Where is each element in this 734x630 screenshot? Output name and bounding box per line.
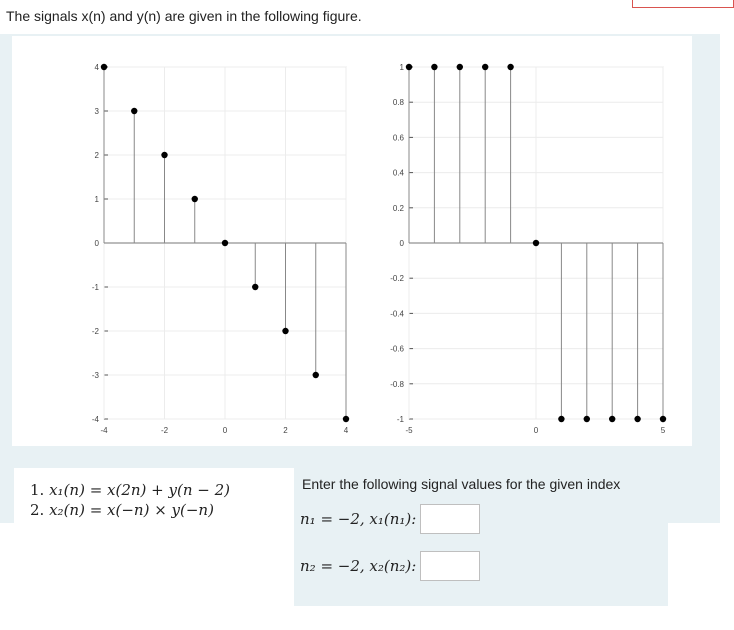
- y-tick-label: -1: [396, 415, 404, 424]
- y-tick-label: -3: [91, 371, 99, 380]
- definition-2: [30, 500, 230, 520]
- answer-input-2[interactable]: [420, 551, 480, 581]
- y-tick-label: 0.6: [392, 133, 404, 143]
- stem-marker: [558, 416, 564, 422]
- stem-plot-1: [92, 63, 349, 435]
- x-tick-label: -5: [405, 426, 413, 435]
- definition-1: [30, 480, 230, 500]
- stem-marker: [406, 64, 412, 70]
- y-tick-label: -0.8: [390, 379, 404, 389]
- stem-marker: [609, 416, 615, 422]
- header-corner-box: [632, 0, 734, 8]
- definition-2-expr: x₂(n) = x(−n) × y(−n): [49, 501, 214, 519]
- answer-prompt: Enter the following signal values for the given index: [302, 476, 621, 492]
- x-tick-label: 5: [660, 426, 666, 435]
- y-tick-label: 2: [94, 151, 99, 160]
- stem-marker: [634, 416, 640, 422]
- question-1-label: n₁ = −2, x₁(n₁):: [300, 510, 417, 528]
- y-tick-label: -0.6: [390, 344, 404, 354]
- stem-marker: [482, 64, 488, 70]
- intro-text: The signals x(n) and y(n) are given in the following figure.: [6, 8, 362, 24]
- answer-input-1[interactable]: [420, 504, 480, 534]
- x-tick-label: -2: [160, 426, 169, 435]
- y-tick-label: 0: [399, 239, 404, 248]
- x-tick-label: 2: [283, 426, 288, 435]
- stem-plots: [12, 36, 692, 446]
- stem-marker: [101, 64, 107, 70]
- y-tick-label: 0.4: [392, 168, 404, 178]
- x-tick-label: 0: [222, 426, 228, 435]
- definition-1-expr: x₁(n) = x(2n) + y(n − 2): [49, 481, 230, 499]
- y-tick-label: -4: [91, 415, 99, 424]
- y-tick-label: 1: [94, 195, 99, 204]
- signal-definitions: [30, 480, 230, 520]
- stem-marker: [131, 108, 137, 114]
- stem-marker: [192, 196, 198, 202]
- question-2-label: n₂ = −2, x₂(n₂):: [300, 557, 417, 575]
- y-tick-label: -0.2: [390, 274, 404, 284]
- stem-marker: [252, 284, 258, 290]
- y-tick-label: -2: [91, 327, 99, 336]
- stem-marker: [282, 328, 288, 334]
- x-tick-label: -4: [100, 426, 108, 435]
- x-tick-label: 0: [533, 426, 539, 435]
- question-1: [300, 501, 480, 537]
- stem-marker: [222, 240, 228, 246]
- stem-marker: [660, 416, 666, 422]
- y-tick-label: 1: [399, 63, 404, 72]
- y-tick-label: 0.2: [392, 203, 404, 213]
- question-2: [300, 548, 480, 584]
- y-tick-label: 3: [94, 107, 99, 116]
- y-tick-label: 0: [94, 239, 99, 248]
- definition-1-number: 1.: [30, 481, 45, 499]
- y-tick-label: -1: [91, 283, 99, 292]
- stem-marker: [313, 372, 319, 378]
- stem-marker: [161, 152, 167, 158]
- definition-2-number: 2.: [30, 501, 45, 519]
- stem-marker: [431, 64, 437, 70]
- x-tick-label: 4: [343, 426, 349, 435]
- y-tick-label: -0.4: [390, 309, 404, 319]
- y-tick-label: 4: [94, 63, 99, 72]
- stem-marker: [343, 416, 349, 422]
- y-tick-label: 0.8: [392, 98, 404, 108]
- stem-marker: [533, 240, 539, 246]
- stem-plot-2: [390, 63, 666, 435]
- stem-marker: [584, 416, 590, 422]
- stem-marker: [507, 64, 513, 70]
- stem-marker: [457, 64, 463, 70]
- figure-area: [12, 36, 692, 446]
